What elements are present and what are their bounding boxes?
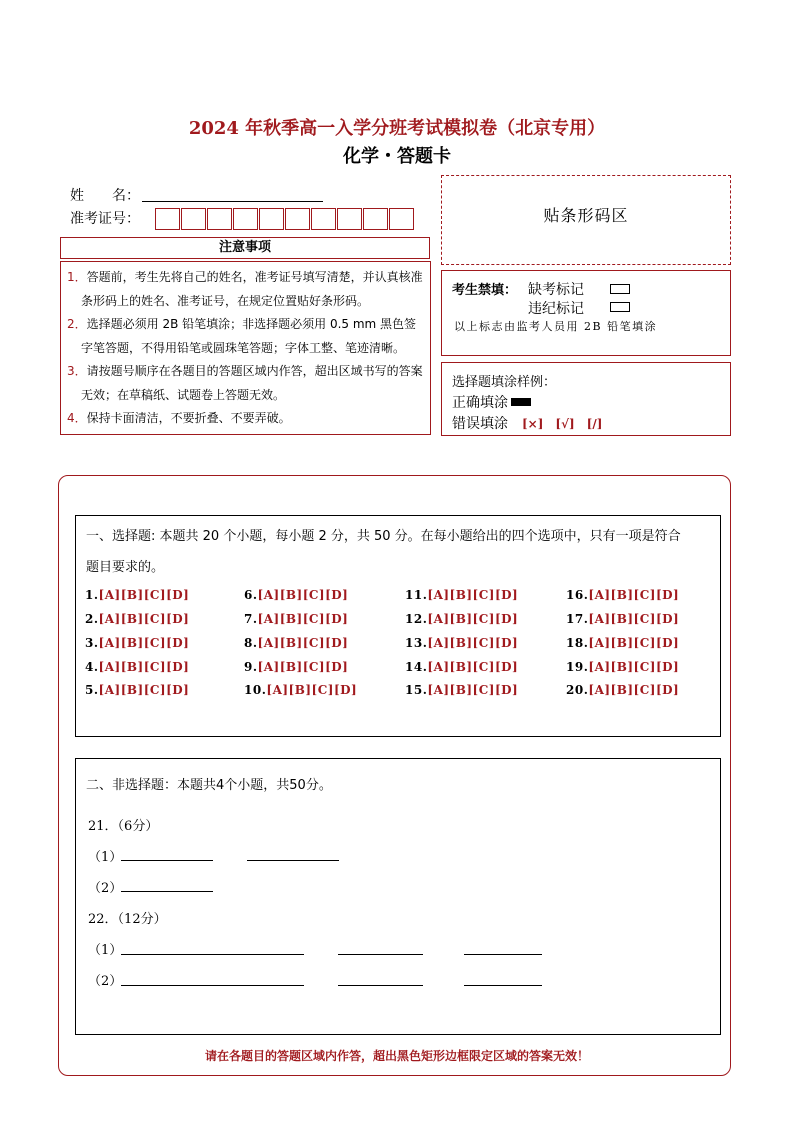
free-response-section bbox=[75, 758, 721, 1035]
id-digit-box[interactable] bbox=[363, 208, 388, 230]
footer-warning: 请在各题目的答题区域内作答，超出黑色矩形边框限定区域的答案无效！ bbox=[204, 1049, 589, 1063]
choice-question-15[interactable] bbox=[405, 683, 518, 697]
correct-fill-mark bbox=[511, 398, 531, 406]
notes-box bbox=[60, 261, 431, 435]
choice-question-13[interactable] bbox=[405, 636, 518, 650]
answer-options[interactable]: [A][B][C][D] bbox=[98, 636, 190, 650]
id-digit-box[interactable] bbox=[311, 208, 336, 230]
page-subtitle: 化学・答题卡 bbox=[343, 146, 451, 167]
q21-part1-answer-line[interactable] bbox=[121, 860, 213, 861]
violation-label: 违纪标记 bbox=[528, 301, 584, 317]
question-number: 7. bbox=[244, 612, 258, 626]
choice-question-4[interactable] bbox=[85, 660, 189, 674]
question-number: 11. bbox=[405, 588, 428, 602]
choice-question-1[interactable] bbox=[85, 588, 189, 602]
id-digit-box[interactable] bbox=[389, 208, 414, 230]
choice-question-8[interactable] bbox=[244, 636, 348, 650]
id-number-boxes[interactable] bbox=[155, 208, 415, 230]
question-number: 12. bbox=[405, 612, 428, 626]
name-label: 姓 名： bbox=[70, 188, 140, 204]
question-number: 1. bbox=[85, 588, 99, 602]
choice-question-3[interactable] bbox=[85, 636, 189, 650]
note-item: 1．答题前，考生先将自己的姓名，准考证号填写清楚，并认真核准条形码上的姓名、准考证号，在规定位置贴好条形码。 bbox=[67, 270, 423, 308]
id-digit-box[interactable] bbox=[207, 208, 232, 230]
id-digit-box[interactable] bbox=[181, 208, 206, 230]
question-number: 19. bbox=[566, 660, 589, 674]
answer-options[interactable]: [A][B][C][D] bbox=[266, 683, 358, 697]
question-number: 20. bbox=[566, 683, 589, 697]
choice-question-7[interactable] bbox=[244, 612, 348, 626]
q22-label: 22．（12分） bbox=[88, 912, 167, 927]
choice-question-5[interactable] bbox=[85, 683, 189, 697]
question-number: 8. bbox=[244, 636, 258, 650]
question-number: 6. bbox=[244, 588, 258, 602]
choice-question-19[interactable] bbox=[566, 660, 679, 674]
choice-question-18[interactable] bbox=[566, 636, 679, 650]
answer-options[interactable]: [A][B][C][D] bbox=[257, 612, 349, 626]
choice-question-9[interactable] bbox=[244, 660, 348, 674]
note-item: 3．请按题号顺序在各题目的答题区域内作答，超出区域书写的答案无效；在草稿纸、试题卷上答题无效。 bbox=[67, 364, 423, 402]
question-number: 5. bbox=[85, 683, 99, 697]
forbid-label: 考生禁填： bbox=[452, 283, 518, 298]
q21-part2-label: （2） bbox=[88, 881, 123, 896]
question-number: 13. bbox=[405, 636, 428, 650]
q22-part2-answer-line[interactable] bbox=[121, 985, 304, 986]
question-number: 2. bbox=[85, 612, 99, 626]
choice-question-16[interactable] bbox=[566, 588, 679, 602]
answer-options[interactable]: [A][B][C][D] bbox=[257, 588, 349, 602]
q22-part2-label: （2） bbox=[88, 974, 123, 989]
choice-question-11[interactable] bbox=[405, 588, 518, 602]
answer-options[interactable]: [A][B][C][D] bbox=[588, 588, 680, 602]
choice-question-2[interactable] bbox=[85, 612, 189, 626]
answer-options[interactable]: [A][B][C][D] bbox=[257, 660, 349, 674]
barcode-area: 贴条形码区 bbox=[441, 175, 731, 265]
choice-instruction-2: 题目要求的。 bbox=[86, 560, 165, 575]
absent-label: 缺考标记 bbox=[528, 282, 584, 298]
choice-question-14[interactable] bbox=[405, 660, 518, 674]
name-field[interactable] bbox=[142, 201, 323, 202]
answer-options[interactable]: [A][B][C][D] bbox=[98, 660, 190, 674]
q21-label: 21．（6分） bbox=[88, 819, 159, 834]
answer-options[interactable]: [A][B][C][D] bbox=[588, 683, 680, 697]
page-title: 2024 年秋季高一入学分班考试模拟卷（北京专用） bbox=[188, 118, 606, 139]
forbid-note: 以上标志由监考人员用 2B 铅笔填涂 bbox=[454, 320, 658, 333]
answer-options[interactable]: [A][B][C][D] bbox=[257, 636, 349, 650]
q22-part1-answer-line[interactable] bbox=[121, 954, 304, 955]
q22-part2-answer-line-3[interactable] bbox=[464, 985, 542, 986]
answer-options[interactable]: [A][B][C][D] bbox=[427, 683, 519, 697]
choice-instruction-1: 一、选择题: 本题共 20 个小题，每小题 2 分，共 50 分。在每小题给出的四个选项中，只有一项是符合 bbox=[86, 529, 681, 544]
q22-part2-answer-line-2[interactable] bbox=[338, 985, 423, 986]
choice-question-17[interactable] bbox=[566, 612, 679, 626]
id-label: 准考证号： bbox=[70, 211, 140, 227]
question-number: 18. bbox=[566, 636, 589, 650]
question-number: 10. bbox=[244, 683, 267, 697]
id-digit-box[interactable] bbox=[285, 208, 310, 230]
choice-question-10[interactable] bbox=[244, 683, 357, 697]
q21-part1-answer-line-2[interactable] bbox=[247, 860, 339, 861]
question-number: 3. bbox=[85, 636, 99, 650]
question-number: 14. bbox=[405, 660, 428, 674]
choice-question-12[interactable] bbox=[405, 612, 518, 626]
fill-sample-box bbox=[441, 362, 731, 436]
q22-part1-label: （1） bbox=[88, 943, 123, 958]
sample-label: 选择题填涂样例： bbox=[452, 375, 557, 390]
violation-mark-box[interactable] bbox=[610, 302, 630, 312]
wrong-fill-marks: [×] [√] [/] bbox=[522, 417, 603, 431]
answer-options[interactable]: [A][B][C][D] bbox=[588, 612, 680, 626]
question-number: 15. bbox=[405, 683, 428, 697]
answer-options[interactable]: [A][B][C][D] bbox=[427, 636, 519, 650]
choice-section bbox=[75, 515, 721, 737]
q22-part1-answer-line-3[interactable] bbox=[464, 954, 542, 955]
wrong-label: 错误填涂 bbox=[452, 416, 508, 432]
absent-mark-box[interactable] bbox=[610, 284, 630, 294]
question-number: 16. bbox=[566, 588, 589, 602]
answer-options[interactable]: [A][B][C][D] bbox=[588, 660, 680, 674]
answer-options[interactable]: [A][B][C][D] bbox=[98, 612, 190, 626]
answer-options[interactable]: [A][B][C][D] bbox=[427, 588, 519, 602]
question-number: 17. bbox=[566, 612, 589, 626]
question-number: 9. bbox=[244, 660, 258, 674]
note-item: 4．保持卡面清洁，不要折叠、不要弄破。 bbox=[67, 411, 291, 425]
answer-options[interactable]: [A][B][C][D] bbox=[427, 612, 519, 626]
answer-options[interactable]: [A][B][C][D] bbox=[98, 683, 190, 697]
id-digit-box[interactable] bbox=[259, 208, 284, 230]
answer-options[interactable]: [A][B][C][D] bbox=[427, 660, 519, 674]
notes-heading: 注意事项 bbox=[60, 237, 430, 259]
question-number: 4. bbox=[85, 660, 99, 674]
id-digit-box[interactable] bbox=[155, 208, 180, 230]
q21-part2-answer-line[interactable] bbox=[121, 891, 213, 892]
correct-label: 正确填涂 bbox=[452, 395, 508, 411]
choice-question-20[interactable] bbox=[566, 683, 679, 697]
proctor-marks-box bbox=[441, 270, 731, 356]
id-digit-box[interactable] bbox=[233, 208, 258, 230]
answer-options[interactable]: [A][B][C][D] bbox=[98, 588, 190, 602]
free-instruction: 二、非选择题：本题共4个小题，共50分。 bbox=[86, 778, 332, 793]
q21-part1-label: （1） bbox=[88, 850, 123, 865]
note-item: 2．选择题必须用 2B 铅笔填涂；非选择题必须用 0.5 mm 黑色签字笔答题，不得用铅笔或圆珠笔答题；字体工整、笔迹清晰。 bbox=[67, 317, 417, 355]
answer-options[interactable]: [A][B][C][D] bbox=[588, 636, 680, 650]
choice-question-6[interactable] bbox=[244, 588, 348, 602]
id-digit-box[interactable] bbox=[337, 208, 362, 230]
q22-part1-answer-line-2[interactable] bbox=[338, 954, 423, 955]
